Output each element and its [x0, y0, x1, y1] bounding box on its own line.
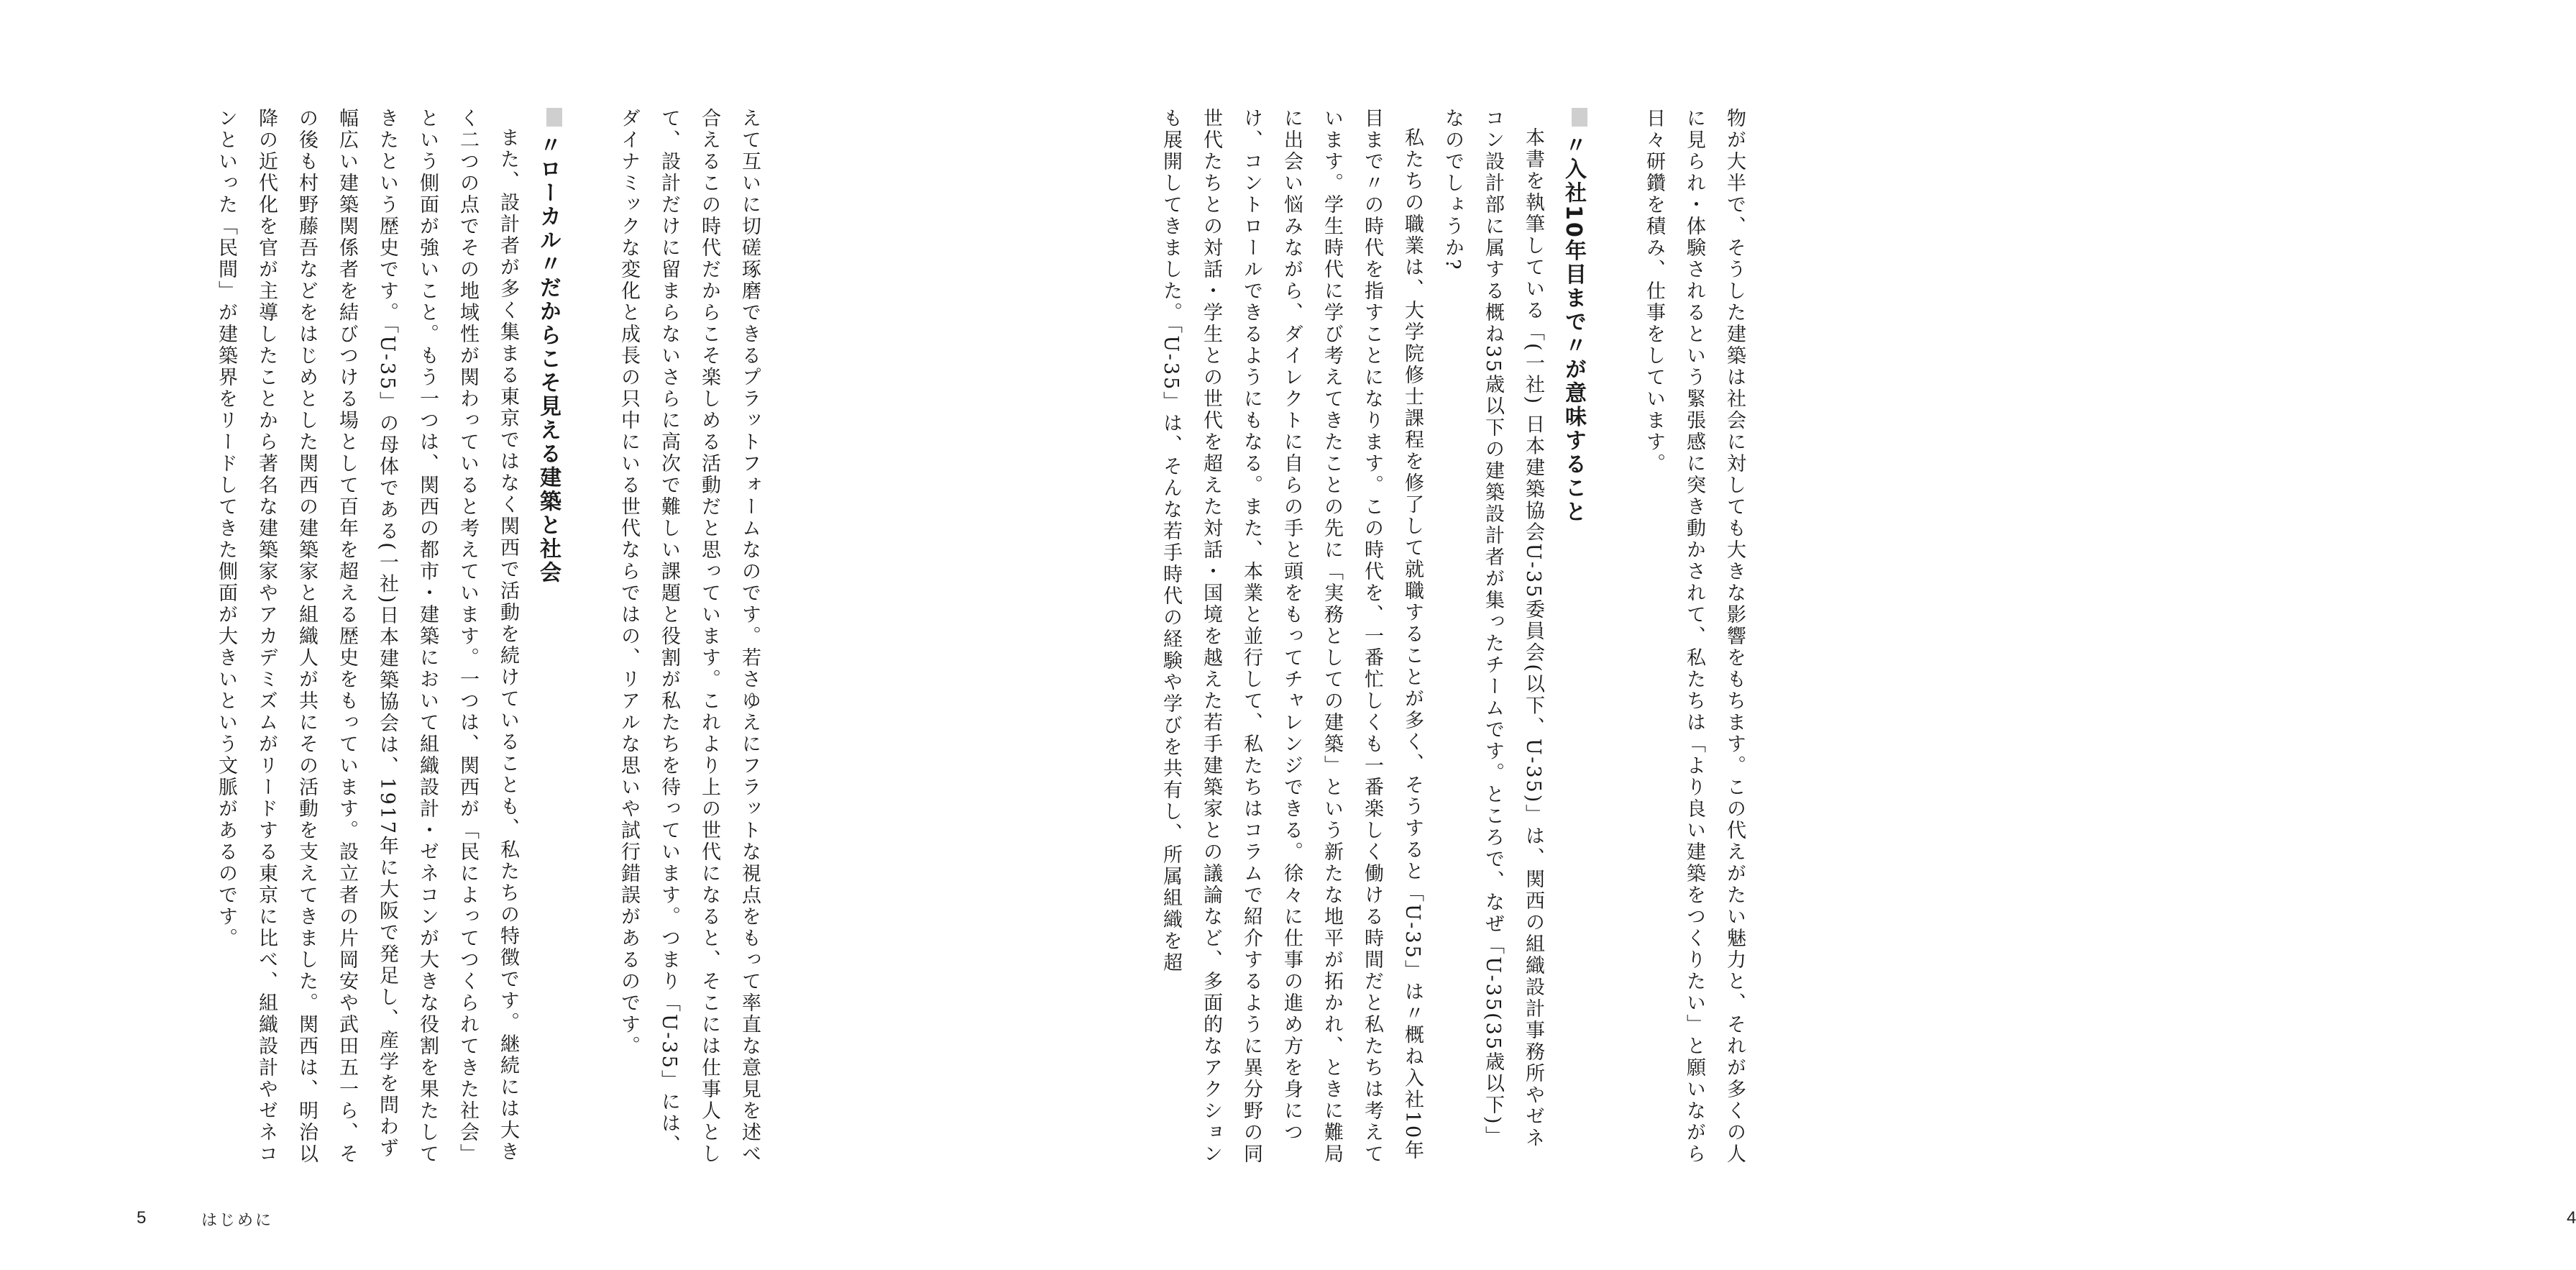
right-page [899, 0, 2576, 1270]
left-page-text [43, 108, 769, 1165]
paragraph: また、設計者が多く集まる東京ではなく関西で活動を続けていることも、私たちの特徴です。継続には大きく二つの点でその地域性が関わっていると考えています。一つは、関西が「民によってつくられてきた社会」という側面が強いこと。もう一つは、関西の都市・建築において組織設計・ゼネコンが大きな役割を果たしてきたという歴史です。「U-35」の母体である(一社)日本建築協会は、1917年に大阪で発足し、産学を問わず幅広い建築関係者を結びつける場として百年を超える歴史をもっています。設立者の片岡安や武田五一ら、その後も村野藤吾などをはじめとした関西の建築家と組織人が共にその活動を支えてきました。関西は、明治以降の近代化を官が主導したことから著名な建築家やアカデミズムがリードする東京に比べ、組織設計やゼネコンといった「民間」が建築界をリードしてきた側面が大きいという文脈があるのです。 [215, 108, 519, 1165]
page-number-left: 5 [137, 1208, 147, 1228]
paragraph: 私たちの職業は、大学院修士課程を修了して就職することが多く、そうすると「U-35」は〃概ね入社10年目まで〃の時代を指すことになります。この時代を、一番忙しくも一番楽しく働ける時間だと私たちは考えています。学生時代に学び考えてきたことの先に「実務としての建築」という新たな地平が拓かれ、ときに難局に出会い悩みながら、ダイレクトに自らの手と頭をもってチャレンジできる。徐々に仕事の進め方を身につけ、コントロールできるようにもなる。また、本業と並行して、私たちはコラムで紹介するように異分野の同世代たちとの対話・学生との世代を超えた対話・国境を越えた若手建築家との議論など、多面的なアクションも展開してきました。「U-35」は、そんな若手時代の経験や学びを共有し、所属組織を超 [1160, 108, 1424, 1165]
section-heading-text: 〃ローカル〃だからこそ見える建築と社会 [536, 134, 561, 585]
paragraph: 本書を執筆している「(一社) 日本建築協会U-35委員会(以下、U-35)」は、関西の組織設計事務所やゼネコン設計部に属する概ね35歳以下の建築設計者が集ったチームです。ところで、なぜ「U-35(35歳以下)」なのでしょうか? [1441, 108, 1544, 1150]
page-number-right: 4 [2567, 1208, 2576, 1228]
section-heading-local [528, 108, 568, 1165]
heading-marker-icon [1572, 108, 1587, 127]
right-page-text [1028, 108, 1754, 1165]
left-page [0, 0, 899, 1270]
section-heading-text: 〃入社10年目まで〃が意味すること [1561, 134, 1586, 524]
paragraph-continuation: えて互いに切磋琢磨できるプラットフォームなのです。若さゆえにフラットな視点をもって率直な意見を述べ合えるこの時代だからこそ楽しめる活動だと思っています。これより上の世代になると、そこには仕事人として、設計だけに留まらないさらに高次で難しい課題と役割が私たちを待っています。つまり「U-35」には、ダイナミックな変化と成長の只中にいる世代ならではの、リアルな思いや試行錯誤があるのです。 [618, 108, 761, 1165]
running-head: はじめに [201, 1212, 274, 1230]
section-heading-10-years [1553, 108, 1593, 1165]
heading-marker-icon [546, 108, 562, 127]
paragraph-continuation: 物が大半で、そうした建築は社会に対しても大きな影響をもちます。この代えがたい魅力と、それが多くの人に見られ・体験されるという緊張感に突き動かされて、私たちは「より良い建築をつくりたい」と願いながら日々研鑽を積み、仕事をしています。 [1643, 108, 1746, 1165]
